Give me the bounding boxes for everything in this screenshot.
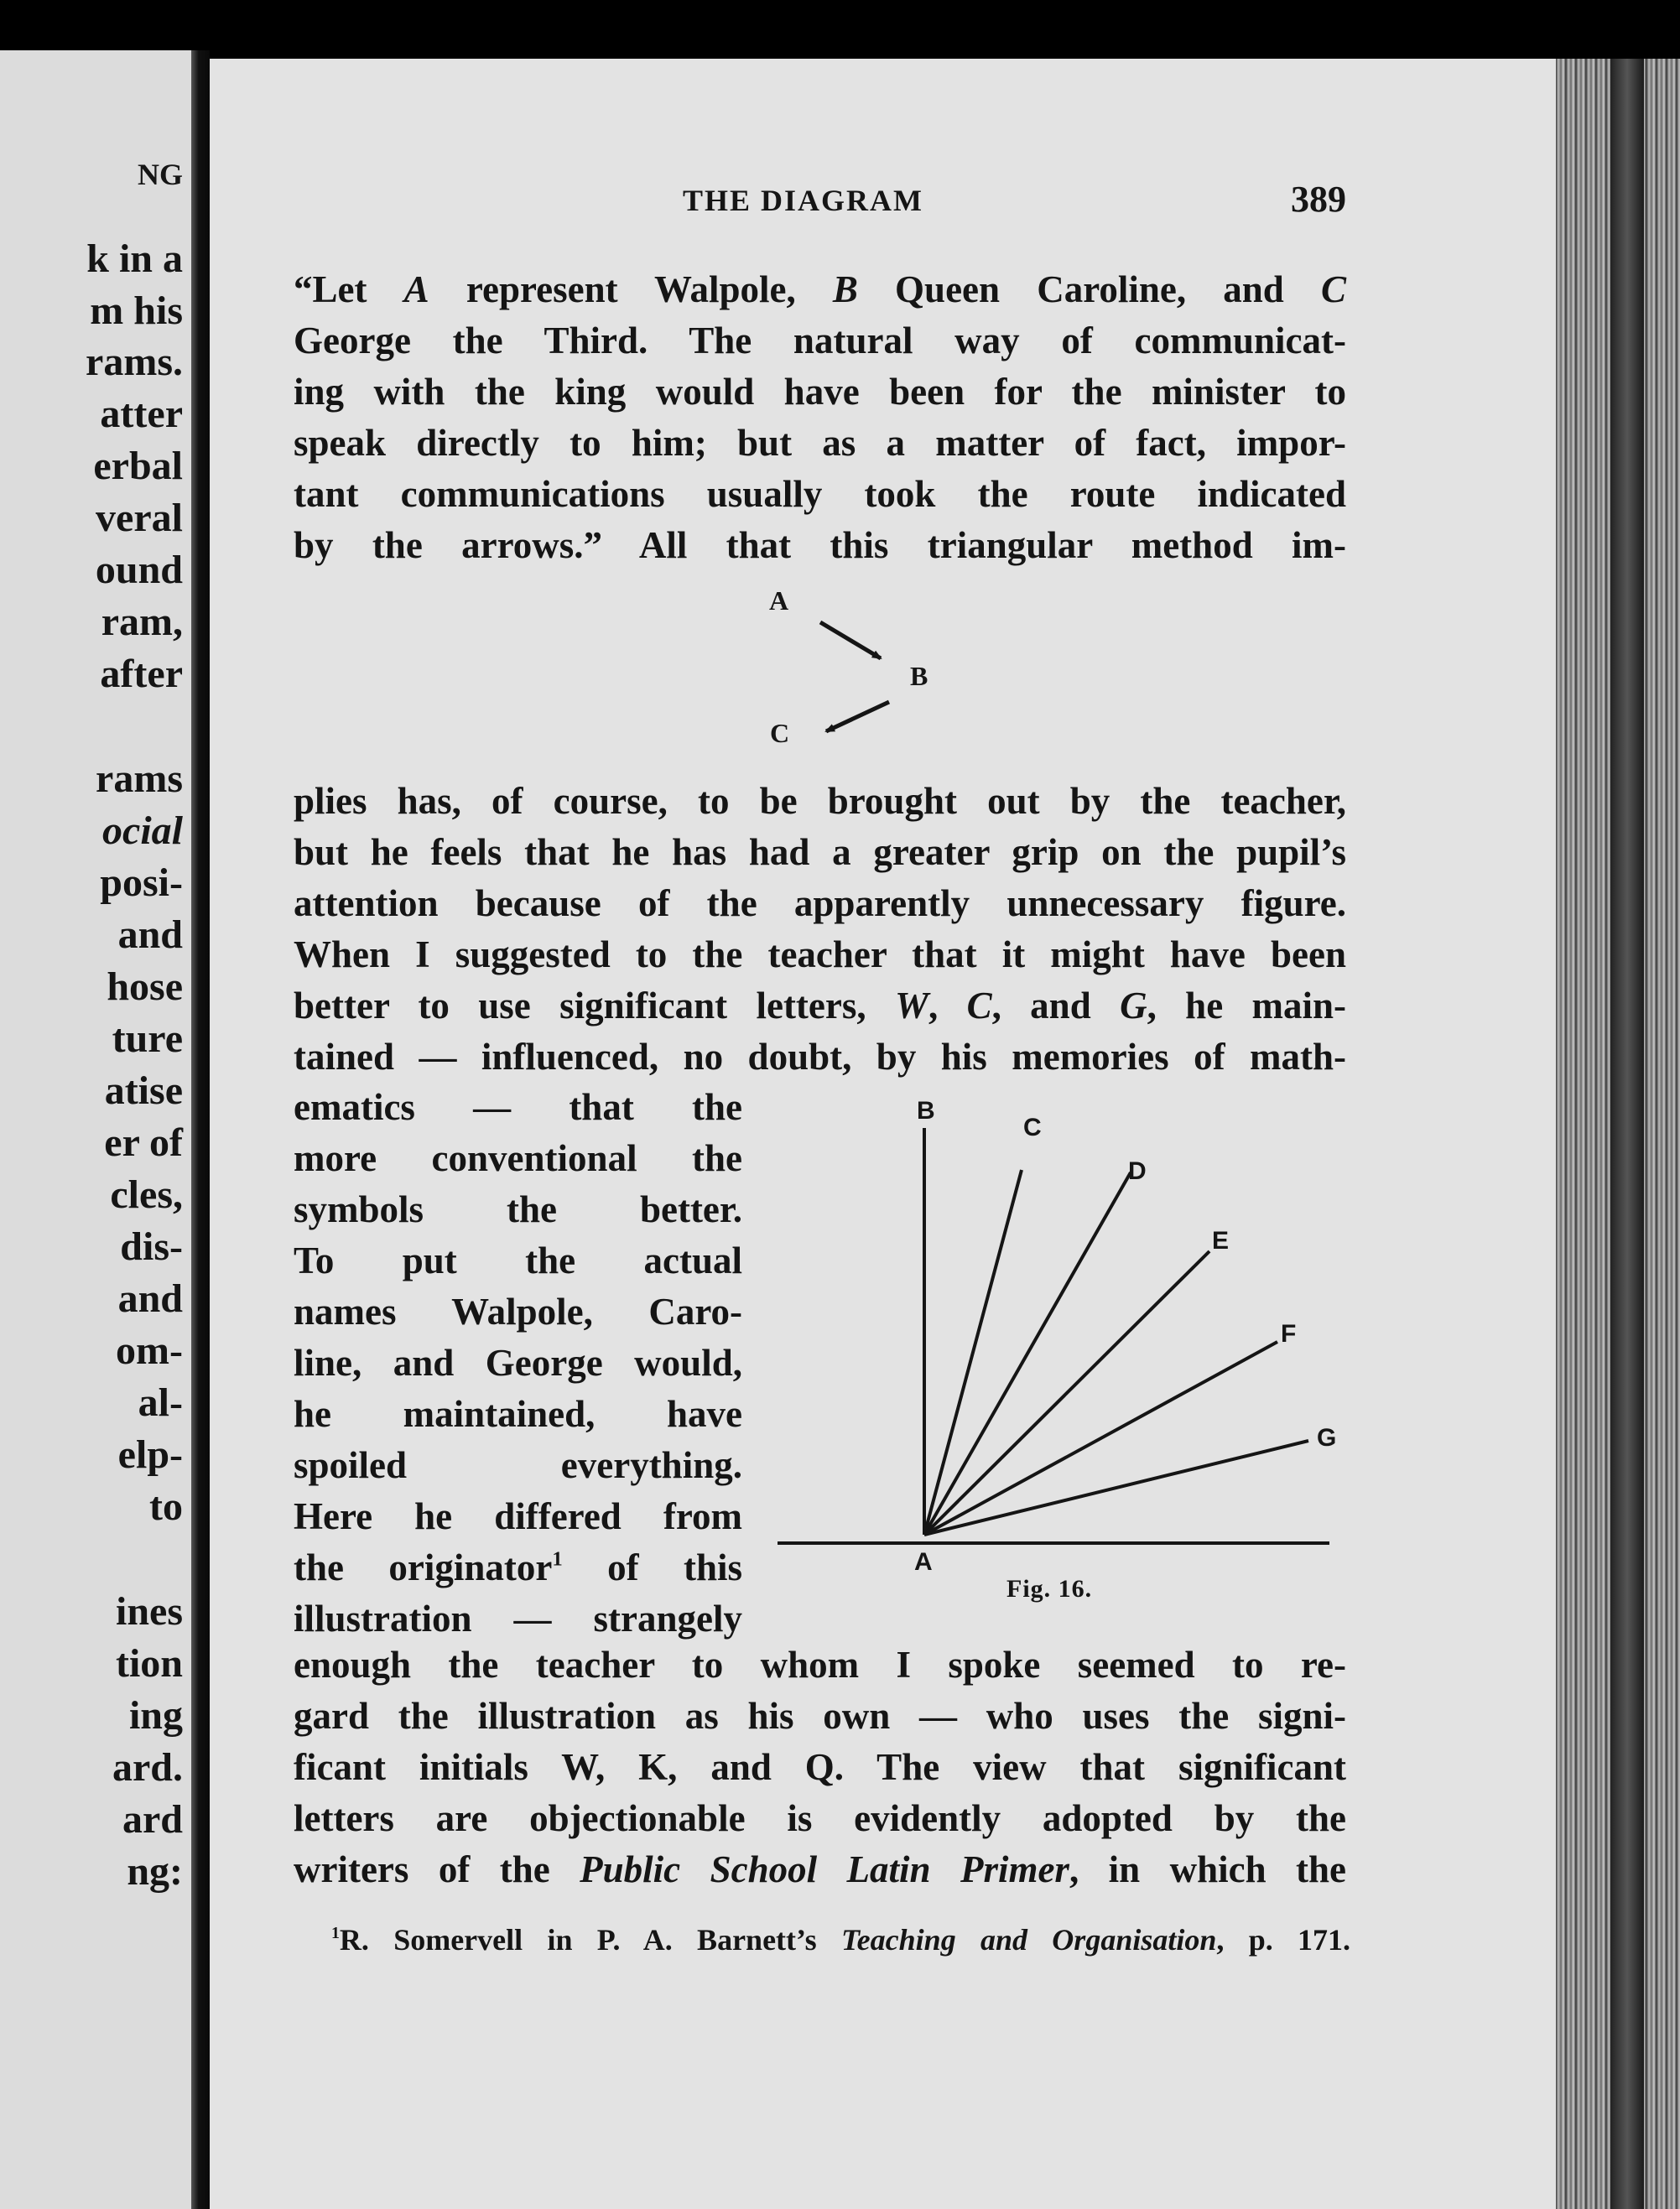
- fan-label-e: E: [1212, 1227, 1230, 1255]
- text-line: plies has, of course, to be brought out by the teacher,: [294, 780, 1346, 822]
- footnote: $^1$R. Somervell in P. A. Barnett’s Teaching and Organisation, p. 171.: [331, 1923, 1351, 1957]
- text-line: line, and George would,: [294, 1342, 742, 1384]
- left-page-line: atter: [100, 392, 183, 436]
- text-line: To put the actual: [294, 1240, 742, 1281]
- left-page-line: and: [117, 912, 183, 957]
- text-line: George the Third. The natural way of communicat-: [294, 320, 1346, 361]
- left-page-line: ound: [95, 548, 183, 592]
- text-line: spoiled everything.: [294, 1444, 742, 1486]
- left-page-line: posi-: [100, 860, 183, 905]
- triangle-label-a: A: [769, 585, 789, 616]
- text-line: better to use significant letters, W, C, and G, he main-: [294, 985, 1347, 1027]
- left-page-line: ng:: [127, 1849, 183, 1894]
- text-line: but he feels that he has had a greater grip on the pupil’s: [294, 831, 1346, 873]
- left-page-line: rams.: [86, 340, 183, 384]
- fan-label-f: F: [1281, 1320, 1297, 1348]
- left-page-line: ard.: [112, 1745, 183, 1790]
- text-line: enough the teacher to whom I spoke seemed to re-: [294, 1644, 1346, 1686]
- running-title: THE DIAGRAM: [683, 184, 924, 217]
- left-page-line: NG: [138, 158, 183, 191]
- text-line: names Walpole, Caro-: [294, 1291, 742, 1333]
- text-line: more conventional the: [294, 1137, 742, 1179]
- left-page-line: cles,: [110, 1172, 183, 1217]
- ray-g: [924, 1441, 1308, 1535]
- text-line: “Let A represent Walpole, B Queen Caroline, and C: [294, 268, 1346, 310]
- text-line: tant communications usually took the route indicated: [294, 473, 1346, 515]
- left-page-line: m his: [90, 288, 183, 333]
- left-page-line: to: [149, 1484, 183, 1529]
- left-page-line: ines: [115, 1589, 183, 1634]
- ray-f: [924, 1342, 1277, 1535]
- text-line: speak directly to him; but as a matter of fact, impor-: [294, 422, 1346, 464]
- text-line: symbols the better.: [294, 1188, 742, 1230]
- text-line: ematics — that the: [294, 1086, 742, 1128]
- left-page-line: rams: [96, 756, 183, 801]
- text-line: ficant initials W, K, and Q. The view that significant: [294, 1746, 1346, 1788]
- left-page-line: dis-: [120, 1224, 183, 1269]
- triangle-label-b: B: [910, 661, 928, 691]
- text-line: gard the illustration as his own — who uses the signi-: [294, 1695, 1346, 1737]
- fan-label-c: C: [1023, 1114, 1042, 1141]
- text-line: writers of the Public School Latin Primer, in which the: [294, 1848, 1346, 1890]
- left-page-line: k in a: [86, 236, 183, 281]
- text-line: the originator$^1$ of this: [294, 1546, 743, 1588]
- page-number: 389: [1291, 179, 1346, 220]
- figure-caption: Fig. 16.: [1006, 1575, 1093, 1603]
- left-page-line: veral: [96, 496, 183, 540]
- triangle-label-c: C: [770, 718, 790, 748]
- ray-d: [924, 1172, 1131, 1535]
- text-line: Here he differed from: [294, 1495, 742, 1537]
- text-line: he maintained, have: [294, 1393, 742, 1435]
- fan-label-b: B: [917, 1097, 935, 1125]
- fan-label-origin: A: [914, 1548, 933, 1576]
- left-page-line: er of: [104, 1120, 183, 1165]
- left-page-line: ram,: [101, 600, 183, 644]
- left-page-line: erbal: [93, 444, 183, 488]
- fan-label-g: G: [1317, 1424, 1337, 1452]
- text-line: by the arrows.” All that this triangular method im-: [294, 524, 1346, 566]
- text-line: When I suggested to the teacher that it might have been: [294, 933, 1346, 975]
- ray-c: [924, 1170, 1022, 1535]
- text-line: attention because of the apparently unnecessary figure.: [294, 882, 1346, 924]
- left-page-line: after: [100, 652, 183, 696]
- left-page-line: ard: [122, 1797, 183, 1842]
- text-line: ing with the king would have been for the minister to: [294, 371, 1346, 413]
- left-page-line: ture: [112, 1016, 183, 1061]
- text-line: letters are objectionable is evidently adopted by the: [294, 1797, 1346, 1839]
- left-page-line: om-: [116, 1328, 183, 1373]
- left-page-line: tion: [115, 1641, 183, 1686]
- fan-label-d: D: [1128, 1157, 1147, 1185]
- left-page-line: atise: [104, 1068, 183, 1113]
- left-page-line: hose: [107, 964, 183, 1009]
- left-page-line: ing: [128, 1693, 183, 1738]
- text-line: tained — influenced, no doubt, by his memories of math-: [294, 1036, 1346, 1078]
- left-page-line: al-: [138, 1380, 183, 1425]
- left-page-line: elp-: [117, 1432, 183, 1477]
- left-page-line: ocial: [102, 808, 183, 853]
- left-page-line: and: [117, 1276, 183, 1321]
- ray-e: [924, 1251, 1209, 1535]
- text-line: illustration — strangely: [294, 1598, 742, 1640]
